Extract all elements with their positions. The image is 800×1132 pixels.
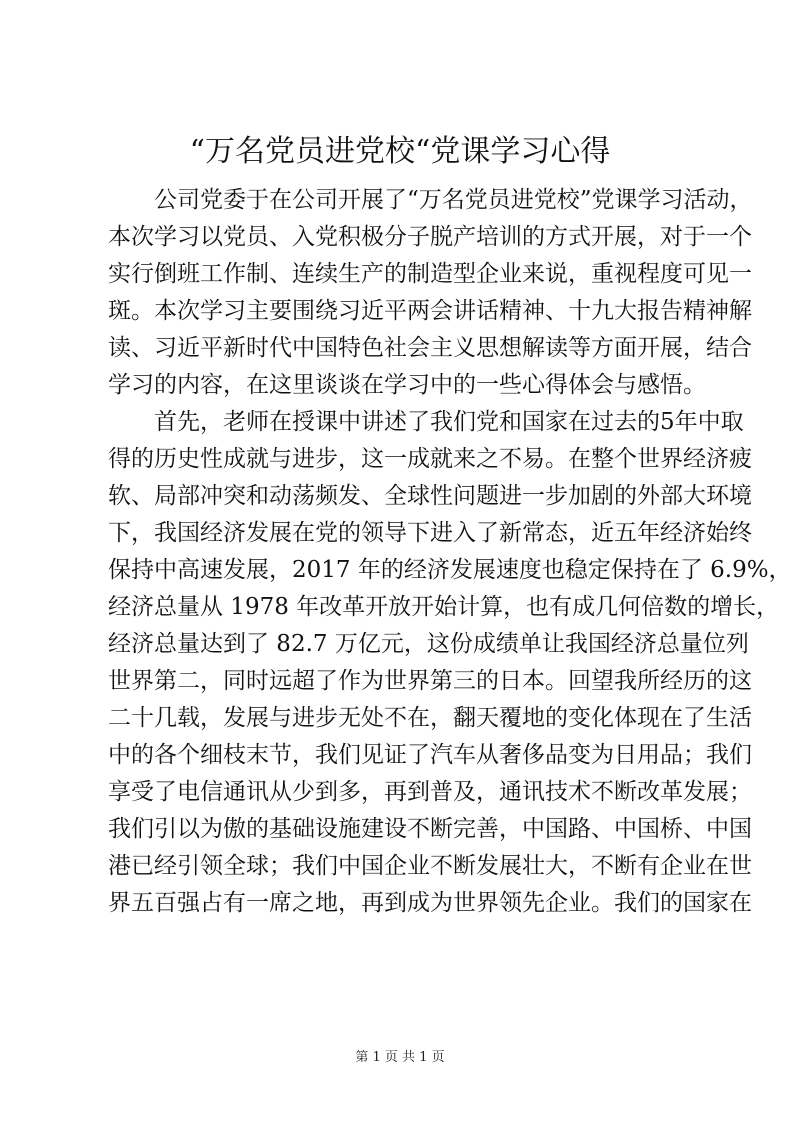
page-footer: 第 1 页 共 1 页 bbox=[355, 1050, 445, 1065]
text-line: 界五百强占有一席之地，再到成为世界领先企业。我们的国家在 bbox=[108, 890, 752, 916]
text-line: 读、习近平新时代中国特色社会主义思想解读等方面开展，结合 bbox=[108, 335, 752, 361]
text-line: 公司党委于在公司开展了“万名党员进党校”党课学习活动， bbox=[154, 187, 753, 213]
text-line: 首先，老师在授课中讲述了我们党和国家在过去的5年中取 bbox=[154, 409, 744, 435]
text-line: 实行倒班工作制、连续生产的制造型企业来说，重视程度可见一 bbox=[108, 261, 752, 287]
text-line: 软、局部冲突和动荡频发、全球性问题进一步加剧的外部大环境 bbox=[108, 483, 752, 509]
text-line: 中的各个细枝末节，我们见证了汽车从奢侈品变为日用品；我们 bbox=[108, 742, 752, 768]
text-line: 世界第二，同时远超了作为世界第三的日本。回望我所经历的这 bbox=[108, 668, 752, 694]
text-line: 享受了电信通讯从少到多，再到普及，通讯技术不断改革发展； bbox=[108, 779, 752, 805]
text-line: 二十几载，发展与进步无处不在，翻天覆地的变化体现在了生活 bbox=[108, 705, 752, 731]
text-line: 经济总量达到了 82.7 万亿元，这份成绩单让我国经济总量位列 bbox=[108, 631, 749, 657]
text-line: 港已经引领全球；我们中国企业不断发展壮大，不断有企业在世 bbox=[108, 853, 752, 879]
text-line: 本次学习以党员、入党积极分子脱产培训的方式开展，对于一个 bbox=[108, 224, 752, 250]
text-line: 得的历史性成就与进步，这一成就来之不易。在整个世界经济疲 bbox=[108, 446, 752, 472]
text-line: 我们引以为傲的基础设施建设不断完善，中国路、中国桥、中国 bbox=[108, 816, 752, 842]
document-title: “万名党员进党校“党课学习心得 bbox=[189, 134, 611, 169]
paragraph-1 bbox=[108, 182, 753, 404]
text-line: 学习的内容，在这里谈谈在学习中的一些心得体会与感悟。 bbox=[108, 372, 706, 398]
document-body bbox=[108, 182, 792, 922]
text-line: 斑。本次学习主要围绕习近平两会讲话精神、十九大报告精神解 bbox=[108, 298, 752, 324]
text-line: 保持中高速发展，2017 年的经济发展速度也稳定保持在了 6.9%， bbox=[108, 557, 792, 583]
text-line: 经济总量从 1978 年改革开放开始计算，也有成几何倍数的增长， bbox=[108, 594, 780, 620]
text-line: 下，我国经济发展在党的领导下进入了新常态，近五年经济始终 bbox=[108, 520, 752, 546]
paragraph-2 bbox=[108, 404, 792, 922]
